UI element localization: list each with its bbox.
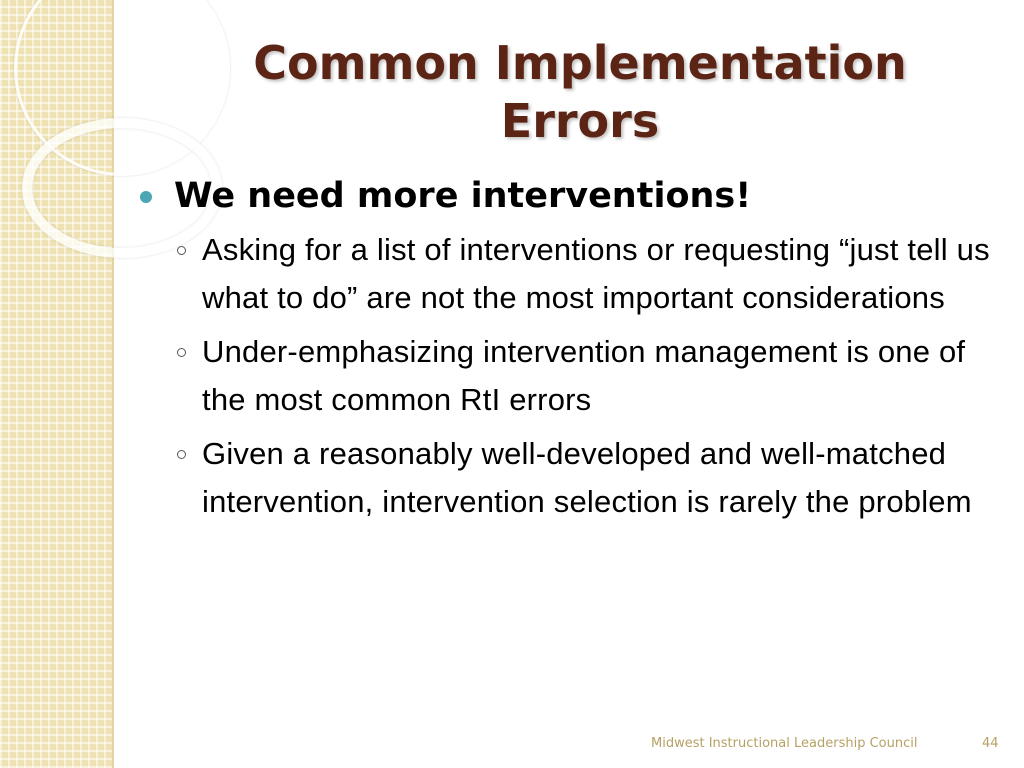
sub-bullet-text: Asking for a list of interventions or requesting “just tell us what to do” are not the most important considerations — [202, 232, 990, 315]
bullet-circle-icon — [177, 246, 186, 255]
slide-title-line-2: Errors — [500, 94, 660, 148]
slide-title — [170, 34, 990, 150]
bullet-dot-icon — [140, 191, 152, 203]
sub-bullet-1 — [140, 226, 1000, 322]
sub-bullet-text: Given a reasonably well-developed and well-matched intervention, intervention selection is rarely the problem — [202, 436, 972, 519]
sub-bullet-2 — [140, 328, 1000, 424]
slide-title-line-1: Common Implementation — [253, 36, 907, 90]
main-bullet — [140, 172, 1000, 220]
footer-organization: Midwest Instructional Leadership Council — [651, 736, 918, 751]
bullet-circle-icon — [177, 450, 186, 459]
sub-bullet-text: Under-emphasizing intervention management is one of the most common RtI errors — [202, 334, 966, 417]
main-bullet-text: We need more interventions! — [174, 176, 752, 216]
bullet-circle-icon — [177, 348, 186, 357]
page-number: 44 — [982, 736, 999, 751]
sub-bullet-3 — [140, 430, 1000, 526]
slide-body — [140, 172, 1000, 532]
